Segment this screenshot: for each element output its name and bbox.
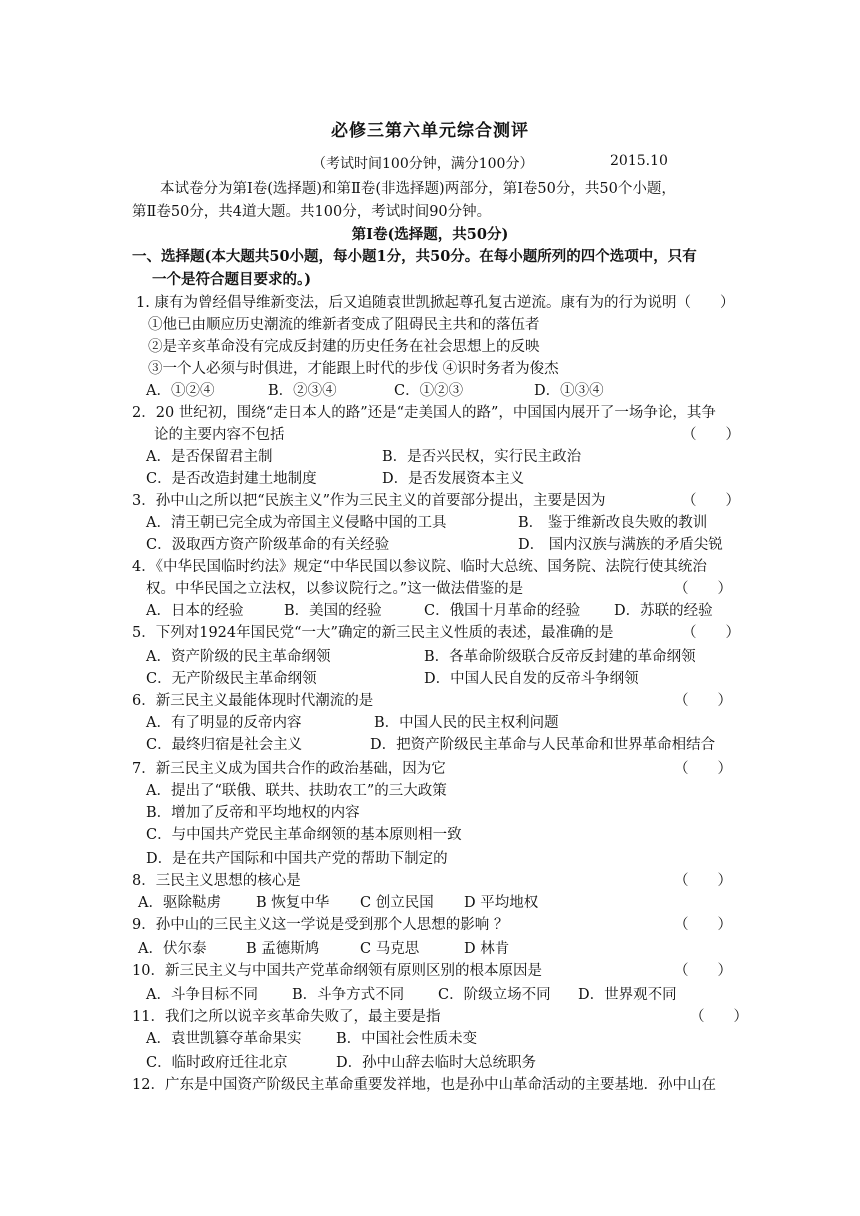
option-b: B． 鉴于维新改良失败的教训 bbox=[518, 515, 708, 531]
option-c: C．阶级立场不同 bbox=[438, 987, 551, 1003]
option-d: D 林肯 bbox=[464, 941, 510, 957]
option-c: C．汲取西方资产阶级革命的有关经验 bbox=[146, 537, 390, 553]
answer-blank: （ ） bbox=[674, 873, 732, 889]
option-a: A．伏尔泰 bbox=[138, 941, 207, 957]
question-stem: 1. 康有为曾经倡导维新变法，后又追随袁世凯掀起尊孔复古逆流。康有为的行为说明（ ） bbox=[136, 295, 735, 311]
option-a: A．①②④ bbox=[146, 383, 215, 399]
option-a: A．是否保留君主制 bbox=[146, 449, 273, 465]
option-a: A．有了明显的反帝内容 bbox=[146, 715, 302, 731]
option-d: D．苏联的经验 bbox=[614, 603, 713, 619]
option-c: C．是否改造封建土地制度 bbox=[146, 471, 317, 487]
question-stem: 12．广东是中国资产阶级民主革命重要发祥地，也是孙中山革命活动的主要基地．孙中山在 bbox=[132, 1077, 716, 1093]
exam-info: （考试时间100分钟，满分100分） bbox=[312, 156, 534, 172]
option-d: D．世界观不同 bbox=[578, 987, 677, 1003]
option-b: B．②③④ bbox=[268, 383, 337, 399]
option-a: A．驱除鞑虏 bbox=[138, 895, 221, 911]
question-stem-continued: 论的主要内容不包括 bbox=[154, 427, 285, 443]
question-stem: 5．下列对1924年国民党“一大”确定的新三民主义性质的表述，最准确的是 bbox=[132, 625, 614, 641]
option-a: A．斗争目标不同 bbox=[146, 987, 258, 1003]
option-b: B．斗争方式不同 bbox=[292, 987, 405, 1003]
question-stem: 4．《中华民国临时约法》规定“中华民国以参议院、临时大总统、国务院、法院行使其统治 bbox=[132, 559, 707, 575]
part-one-title: 第Ⅰ卷(选择题，共50分) bbox=[351, 226, 509, 243]
question-stem: 8．三民主义思想的核心是 bbox=[132, 873, 301, 889]
answer-blank: （ ） bbox=[674, 693, 732, 709]
option-b: B．中国人民的民主权利问题 bbox=[374, 715, 559, 731]
option-a: A．日本的经验 bbox=[146, 603, 244, 619]
option-b: B 孟德斯鸠 bbox=[246, 941, 320, 957]
option-d: D 平均地权 bbox=[464, 895, 539, 911]
statement: ②是辛亥革命没有完成反封建的历史任务在社会思想上的反映 bbox=[148, 339, 540, 355]
answer-blank: （ ） bbox=[682, 493, 740, 509]
question-stem-continued: 权。中华民国之立法权，以参议院行之。”这一做法借鉴的是 bbox=[146, 581, 524, 597]
option-c: C．①②③ bbox=[394, 383, 464, 399]
option-c: C．临时政府迁往北京 bbox=[146, 1055, 288, 1071]
option-a: A．资产阶级的民主革命纲领 bbox=[146, 649, 331, 665]
question-stem: 2．20 世纪初，围绕“走日本人的路”还是“走美国人的路”，中国国内展开了一场争论，其争 bbox=[132, 405, 716, 421]
option-c: C．俄国十月革命的经验 bbox=[424, 603, 581, 619]
option-d: D．是否发展资本主义 bbox=[382, 471, 525, 487]
option-c: C．无产阶级民主革命纲领 bbox=[146, 671, 317, 687]
answer-blank: （ ） bbox=[674, 761, 732, 777]
intro-line-2: 第Ⅱ卷50分，共4道大题。共100分，考试时间90分钟。 bbox=[132, 204, 492, 220]
option-d: D．中国人民自发的反帝斗争纲领 bbox=[424, 671, 639, 687]
option-b: B．是否兴民权，实行民主政治 bbox=[382, 449, 582, 465]
question-stem: 9．孙中山的三民主义这一学说是受到那个人思想的影响 ？ bbox=[132, 917, 509, 933]
answer-blank: （ ） bbox=[682, 625, 740, 641]
question-stem: 11．我们之所以说辛亥革命失败了，最主要是指 bbox=[132, 1009, 441, 1025]
question-stem: 6．新三民主义最能体现时代潮流的是 bbox=[132, 693, 374, 709]
option-d: D．①③④ bbox=[534, 383, 604, 399]
answer-blank: （ ） bbox=[674, 581, 732, 597]
option-d: D． 国内汉族与满族的矛盾尖锐 bbox=[518, 537, 723, 553]
option-c: C 创立民国 bbox=[360, 895, 434, 911]
option-c: C 马克思 bbox=[360, 941, 420, 957]
statement: ③一个人必须与时俱进，才能跟上时代的步伐 ④识时务者为俊杰 bbox=[148, 361, 559, 377]
answer-blank: （ ） bbox=[674, 963, 732, 979]
option-d: D．孙中山辞去临时大总统职务 bbox=[336, 1055, 537, 1071]
option-d: D．把资产阶级民主革命与人民革命和世界革命相结合 bbox=[370, 737, 716, 753]
question-stem: 7．新三民主义成为国共合作的政治基础，因为它 bbox=[132, 761, 446, 777]
statement: ①他已由顺应历史潮流的维新者变成了阻碍民主共和的落伍者 bbox=[148, 317, 540, 333]
option-b: B．增加了反帝和平均地权的内容 bbox=[146, 805, 360, 821]
page-title: 必修三第六单元综合测评 bbox=[331, 121, 529, 141]
option-a: A．提出了“联俄、联共、扶助农工”的三大政策 bbox=[146, 783, 447, 799]
option-a: A．清王朝已完全成为帝国主义侵略中国的工具 bbox=[146, 515, 447, 531]
option-a: A．袁世凯篡夺革命果实 bbox=[146, 1031, 302, 1047]
option-b: B．各革命阶级联合反帝反封建的革命纲领 bbox=[424, 649, 696, 665]
option-b: B．美国的经验 bbox=[284, 603, 382, 619]
answer-blank: （ ） bbox=[682, 427, 740, 443]
option-d: D．是在共产国际和中国共产党的帮助下制定的 bbox=[146, 851, 448, 867]
answer-blank: （ ） bbox=[690, 1009, 748, 1025]
exam-date: 2015.10 bbox=[610, 153, 668, 169]
option-c: C．与中国共产党民主革命纲领的基本原则相一致 bbox=[146, 827, 462, 843]
intro-line-1: 本试卷分为第Ⅰ卷(选择题)和第Ⅱ卷(非选择题)两部分，第Ⅰ卷50分，共50个小题， bbox=[160, 181, 676, 197]
option-b: B 恢复中华 bbox=[256, 895, 330, 911]
answer-blank: （ ） bbox=[674, 917, 732, 933]
section-heading-line-2: 一个是符合题目要求的。) bbox=[152, 271, 312, 288]
section-heading-line-1: 一、选择题(本大题共50小题，每小题1分，共50分。在每小题所列的四个选项中，只有 bbox=[132, 248, 697, 265]
question-stem: 10．新三民主义与中国共产党革命纲领有原则区别的根本原因是 bbox=[132, 963, 542, 979]
option-c: C．最终归宿是社会主义 bbox=[146, 737, 303, 753]
question-stem: 3．孙中山之所以把“民族主义”作为三民主义的首要部分提出，主要是因为 bbox=[132, 493, 606, 509]
option-b: B．中国社会性质未变 bbox=[336, 1031, 478, 1047]
